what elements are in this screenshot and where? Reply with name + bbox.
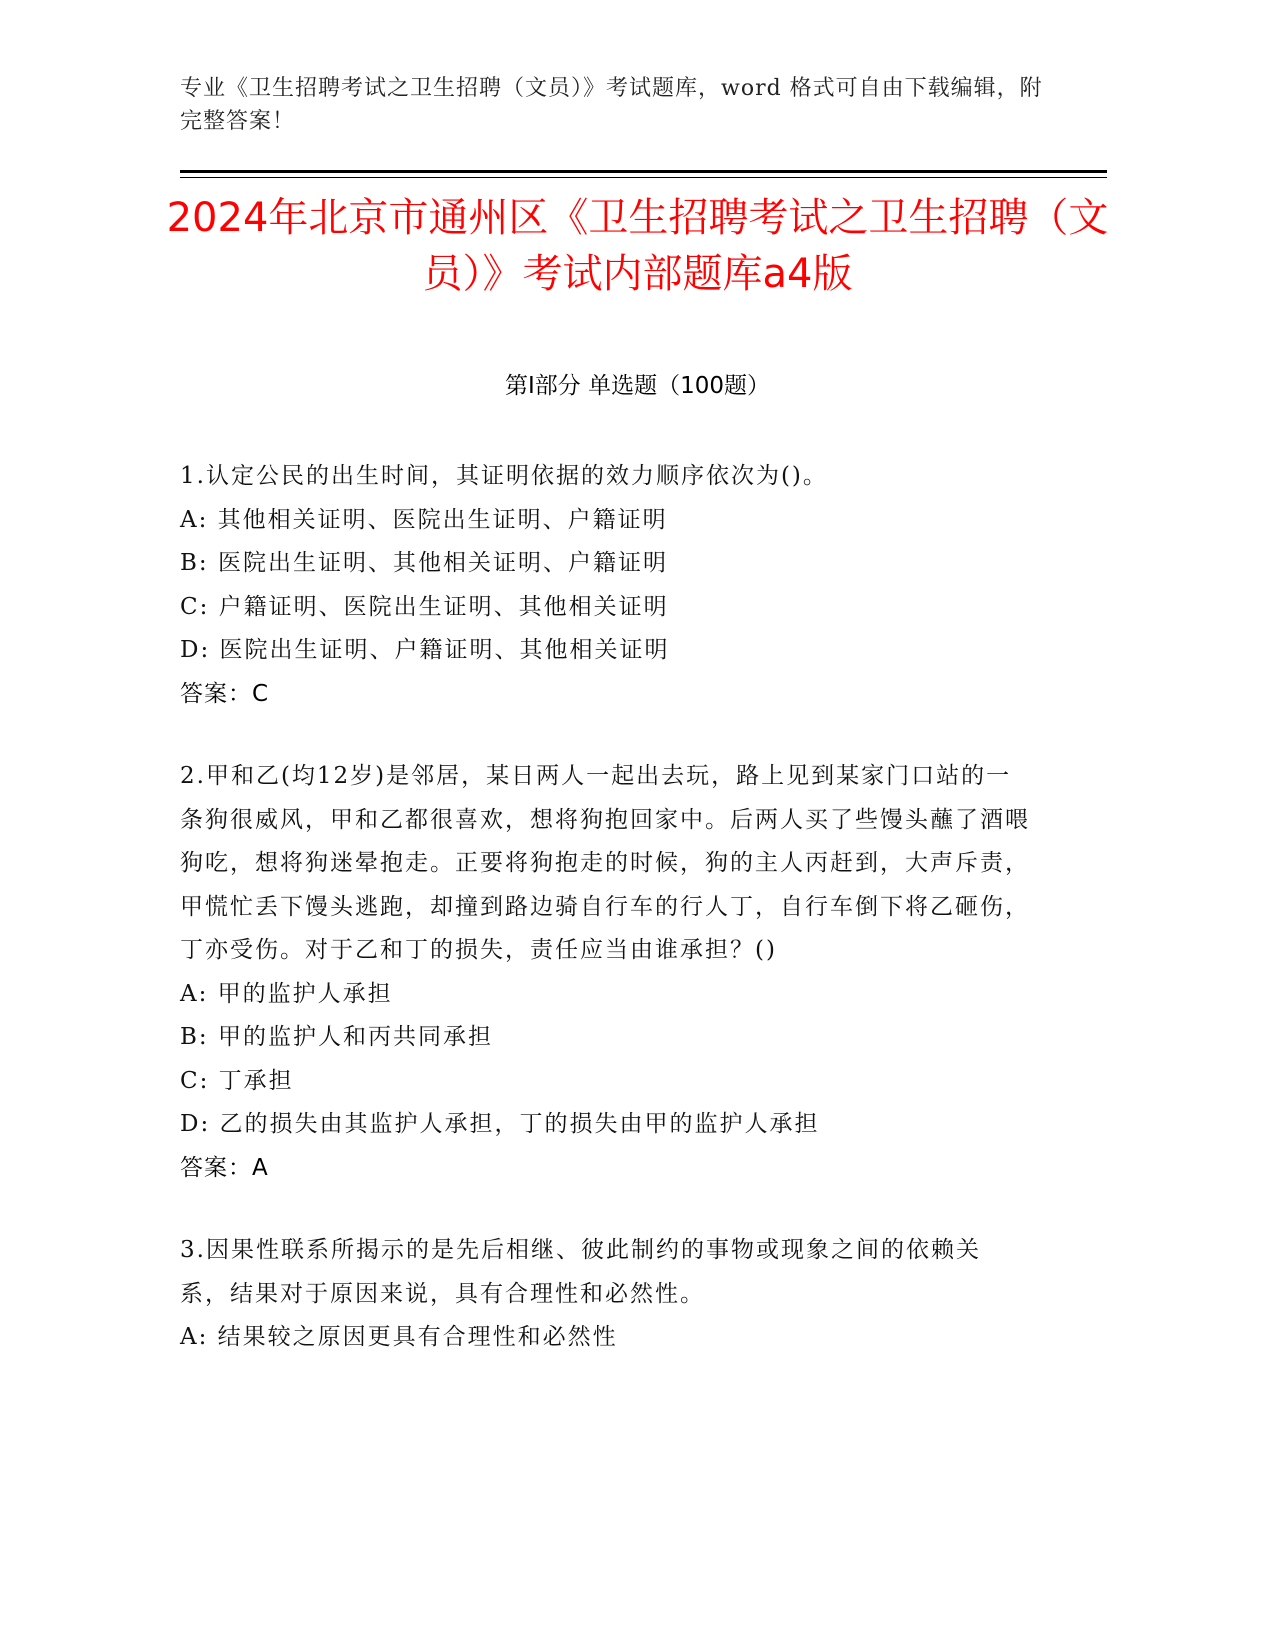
option-d: D: 乙的损失由其监护人承担，丁的损失由甲的监护人承担 bbox=[180, 1111, 820, 1137]
header-divider-thin bbox=[180, 177, 1107, 178]
option-b: B: 医院出生证明、其他相关证明、户籍证明 bbox=[180, 550, 668, 576]
document-title: 2024年北京市通州区《卫生招聘考试之卫生招聘（文员）》考试内部题库a4版 bbox=[166, 195, 1109, 297]
question-stem: 2.甲和乙(均12岁)是邻居，某日两人一起出去玩，路上见到某家门口站的一条狗很威风，甲和乙都很喜欢，想将狗抱回家中。后两人买了些馒头蘸了酒喂狗吃，想将狗迷晕抱走。正要将狗抱走的时候，狗的主人丙赶到，大声斥责，甲慌忙丢下馒头逃跑，却撞到路边骑自行车的行人丁，自行车倒下将乙砸伤，丁亦受伤。对于乙和丁的损失，责任应当由谁承担？() bbox=[180, 763, 1030, 963]
option-d: D: 医院出生证明、户籍证明、其他相关证明 bbox=[180, 637, 670, 663]
header-note: 专业《卫生招聘考试之卫生招聘（文员）》考试题库，word 格式可自由下载编辑，附完整答案！ bbox=[180, 76, 1043, 134]
option-c: C: 户籍证明、医院出生证明、其他相关证明 bbox=[180, 593, 669, 620]
section-title: 第Ⅰ部分 单选题（100题） bbox=[505, 373, 770, 399]
question-2 bbox=[180, 755, 1030, 1190]
option-c: C: 丁承担 bbox=[180, 1067, 294, 1094]
answer: 答案：C bbox=[180, 680, 270, 707]
answer: 答案：A bbox=[180, 1154, 269, 1181]
option-a: A: 其他相关证明、医院出生证明、户籍证明 bbox=[180, 506, 668, 533]
option-a: A: 甲的监护人承担 bbox=[180, 980, 393, 1007]
question-list bbox=[180, 455, 1030, 1399]
option-b: B: 甲的监护人和丙共同承担 bbox=[180, 1024, 493, 1050]
option-a: A: 结果较之原因更具有合理性和必然性 bbox=[180, 1324, 618, 1350]
question-stem: 1.认定公民的出生时间，其证明依据的效力顺序依次为()。 bbox=[180, 463, 828, 489]
question-1 bbox=[180, 455, 1030, 716]
question-stem: 3.因果性联系所揭示的是先后相继、彼此制约的事物或现象之间的依赖关系，结果对于原因来说，具有合理性和必然性。 bbox=[180, 1237, 981, 1307]
question-3 bbox=[180, 1229, 1030, 1360]
header-divider-thick bbox=[180, 170, 1107, 173]
